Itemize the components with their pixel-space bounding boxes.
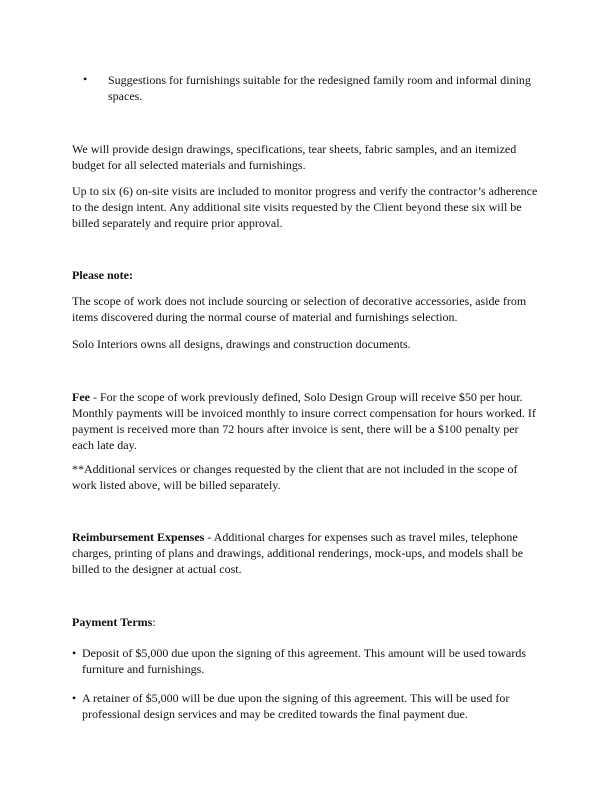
fee-text: - For the scope of work previously defined, Solo Design Group will receive $50 per hour. Monthly payments will be invoiced monthly to insure correct compensation for hours worked. If payment is received more than 72 hours after invoice is sent, there will be a $100 penalty per each late day. — [72, 390, 536, 452]
reimbursement-paragraph — [72, 529, 542, 577]
payment-term-item — [72, 645, 542, 677]
bullet-icon: • — [72, 646, 77, 660]
additional-services-paragraph: **Additional services or changes requested by the client that are not included in the scope of work listed above, will be billed separately. — [72, 462, 518, 492]
bullet-icon: • — [83, 72, 88, 86]
bullet-icon: • — [72, 691, 77, 705]
reimbursement-label: Reimbursement Expenses — [72, 530, 205, 544]
site-visits-paragraph: Up to six (6) on-site visits are included to monitor progress and verify the contractor’s adherence to the design intent. Any additional site visits requested by the Client beyond these six will be billed separately and require prior approval. — [72, 184, 538, 230]
payment-term-text: Deposit of $5,000 due upon the signing of this agreement. This amount will be used towards furniture and furnishings. — [82, 646, 527, 676]
ownership-paragraph: Solo Interiors owns all designs, drawings and construction documents. — [72, 337, 411, 351]
payment-terms-heading: Payment Terms: — [72, 615, 156, 629]
please-note-heading: Please note: — [72, 268, 133, 282]
payment-term-text: A retainer of $5,000 will be due upon the signing of this agreement. This will be used for professional design services and may be credited towards the final payment due. — [82, 691, 510, 721]
fee-paragraph — [72, 389, 542, 453]
reimbursement-text: - Additional charges for expenses such as travel miles, telephone charges, printing of plans and drawings, additional renderings, mock-ups, and models shall be billed to the designer at actual cost. — [72, 530, 524, 576]
deliverables-paragraph: We will provide design drawings, specifications, tear sheets, fabric samples, and an itemized budget for all selected materials and furnishings. — [72, 142, 517, 172]
scope-bullet-item: Suggestions for furnishings suitable for the redesigned family room and informal dining spaces. — [108, 73, 531, 103]
fee-label: Fee — [72, 390, 90, 404]
exclusions-paragraph: The scope of work does not include sourcing or selection of decorative accessories, aside from items discovered during the normal course of material and furnishings selection. — [72, 294, 527, 324]
payment-term-item — [72, 690, 542, 722]
